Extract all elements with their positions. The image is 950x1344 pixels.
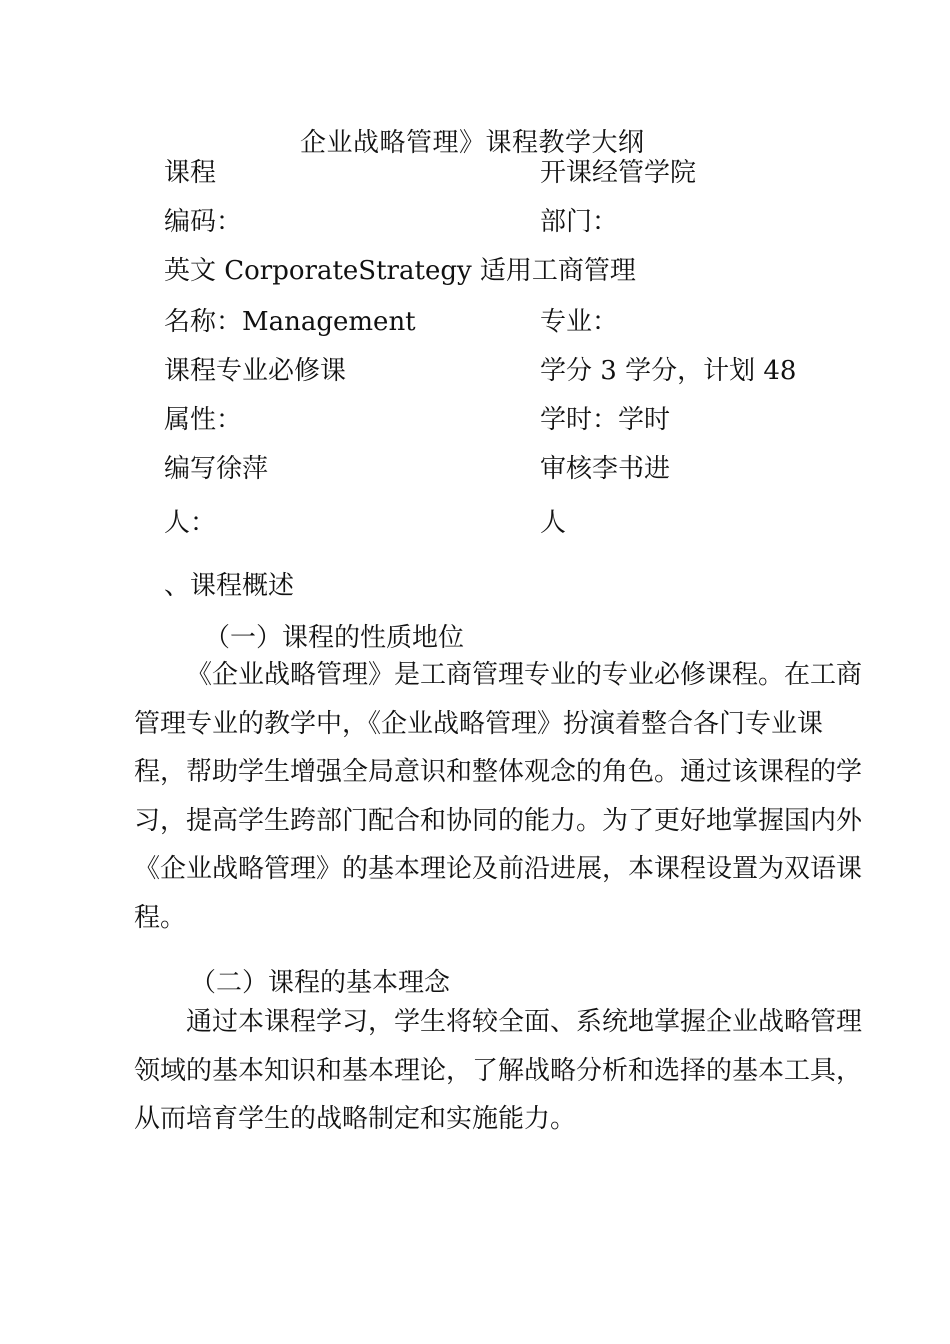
subsection-heading-philosophy: （二）课程的基本理念 bbox=[190, 968, 451, 998]
info-row-5-right: 学分 3 学分，计划 48 bbox=[540, 356, 797, 386]
info-row-4-left: 名称：Management bbox=[164, 307, 416, 337]
info-row-2-left: 编码： bbox=[164, 207, 243, 237]
info-row-5-left: 课程专业必修课 bbox=[164, 356, 347, 386]
info-row-8-left: 人： bbox=[164, 508, 217, 538]
info-row-1-right: 开课经管学院 bbox=[540, 158, 697, 188]
paragraph-philosophy: 通过本课程学习，学生将较全面、系统地掌握企业战略管理领域的基本知识和基本理论，了解战略分析和选择的基本工具，从而培育学生的战略制定和实施能力。 bbox=[134, 1007, 863, 1134]
info-row-1-left: 课程 bbox=[164, 158, 217, 188]
info-row-4-right: 专业： bbox=[540, 307, 619, 337]
info-row-6-left: 属性： bbox=[164, 405, 243, 435]
info-row-7-left: 编写徐萍 bbox=[164, 454, 269, 484]
info-row-2-right: 部门： bbox=[540, 207, 619, 237]
paragraph-nature: 《企业战略管理》是工商管理专业的专业必修课程。在工商管理专业的教学中，《企业战略管理》扮演着整合各门专业课程，帮助学生增强全局意识和整体观念的角色。通过该课程的学习，提高学生跨部门配合和协同的能力。为了更好地掌握国内外《企业战略管理》的基本理论及前沿进展，本课程设置为双语课程。 bbox=[134, 660, 863, 933]
info-row-3-left: 英文 CorporateStrategy 适用工商管理 bbox=[164, 256, 636, 286]
info-row-7-right: 审核李书进 bbox=[540, 454, 671, 484]
info-row-6-right: 学时：学时 bbox=[540, 405, 671, 435]
doc-title: 企业战略管理》课程教学大纲 bbox=[300, 128, 645, 158]
section-heading-overview: 、课程概述 bbox=[164, 571, 295, 601]
subsection-heading-nature: （一）课程的性质地位 bbox=[204, 623, 465, 653]
info-row-8-right: 人 bbox=[540, 508, 567, 538]
